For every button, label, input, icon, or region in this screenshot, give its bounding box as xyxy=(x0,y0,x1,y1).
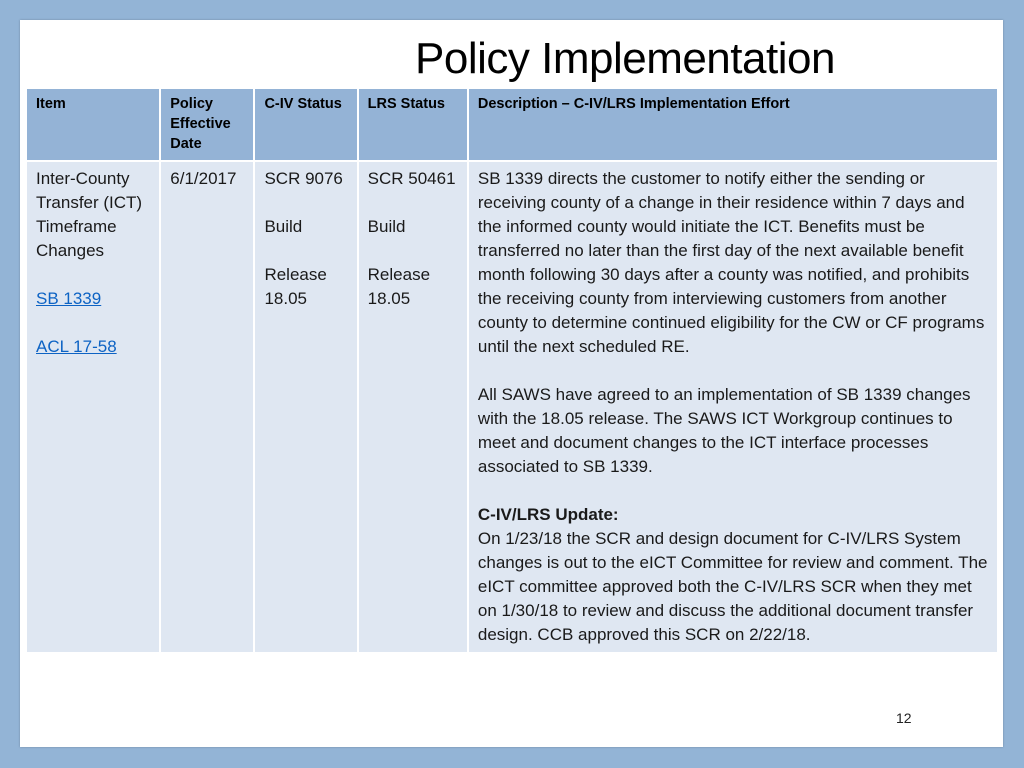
table-row xyxy=(27,162,997,652)
policy-table xyxy=(25,87,999,654)
cell-lrs-status xyxy=(359,162,467,652)
lrs-scr: SCR 50461 xyxy=(367,169,456,188)
item-text: Inter-County Transfer (ICT) Timeframe Changes xyxy=(36,169,143,260)
cell-civ-status xyxy=(255,162,356,652)
page-title: Policy Implementation xyxy=(415,34,835,83)
cell-item xyxy=(27,162,159,652)
cell-effective-date: 6/1/2017 xyxy=(161,162,253,652)
header-description: Description – C-IV/LRS Implementation Effort xyxy=(469,89,997,160)
civ-scr: SCR 9076 xyxy=(264,169,343,188)
cell-description xyxy=(469,162,997,652)
header-item: Item xyxy=(27,89,159,160)
acl-17-58-link[interactable]: ACL 17-58 xyxy=(36,337,117,356)
update-text: On 1/23/18 the SCR and design document for C-IV/LRS System changes is out to the eICT Committee for review and comment. The eICT committee approved both the C-IV/LRS SCR when they met on 1/30/18 to review and discuss the additional document transfer design. CCB approved this SCR on 2/22/18. xyxy=(477,529,988,644)
header-policy-effective-date: Policy Effective Date xyxy=(161,89,253,160)
lrs-phase: Build xyxy=(367,217,406,236)
header-lrs-status: LRS Status xyxy=(359,89,467,160)
civ-release: Release 18.05 xyxy=(264,265,327,308)
table-header-row xyxy=(27,89,997,160)
civ-phase: Build xyxy=(264,217,303,236)
slide xyxy=(20,20,1003,747)
lrs-release: Release 18.05 xyxy=(367,265,431,308)
sb-1339-link[interactable]: SB 1339 xyxy=(36,289,102,308)
page-number: 12 xyxy=(896,710,912,726)
header-civ-status: C-IV Status xyxy=(255,89,356,160)
description-paragraph-2: All SAWS have agreed to an implementation of SB 1339 changes with the 18.05 release. The SAWS ICT Workgroup continues to meet and document changes to the ICT interface processes associated to SB 1339. xyxy=(477,385,971,476)
update-heading: C-IV/LRS Update: xyxy=(477,505,619,524)
description-paragraph-1: SB 1339 directs the customer to notify either the sending or receiving county of a change in their residence within 7 days and the informed county would initiate the ICT. Benefits must be transferred no later than the first day of the next available benefit month following 30 days after a county was notified, and prohibits the receiving county from interviewing customers from another county to determine continued eligibility for the CW or CF programs until the next scheduled RE. xyxy=(477,169,985,356)
